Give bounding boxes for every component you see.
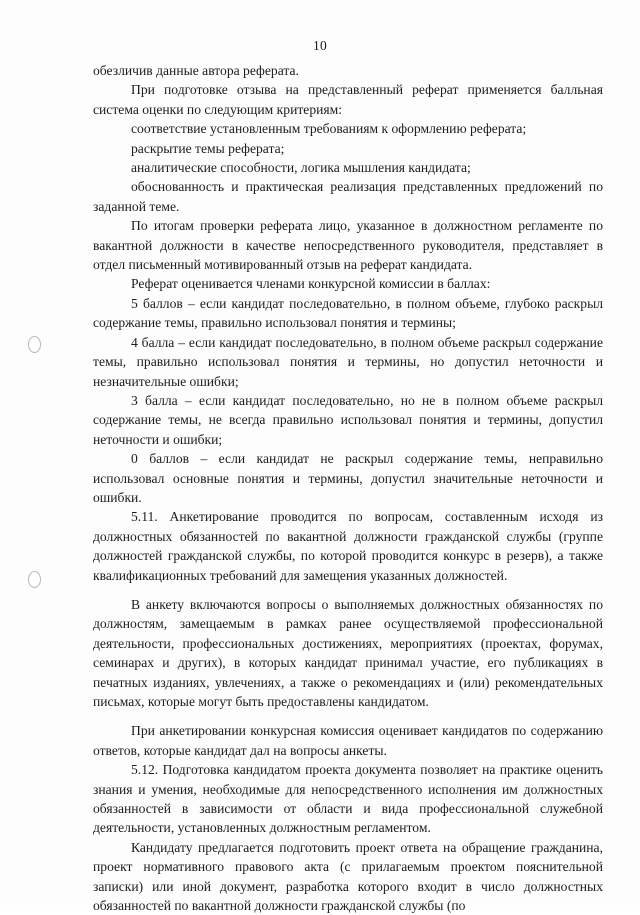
score-item-3: 3 балла – если кандидат последовательно, но не в полном объеме раскрыл содержание темы, не всегда правильно использовал понятия и термины, допустил неточности и ошибки;	[93, 392, 603, 447]
score-item-5: 5 баллов – если кандидат последовательно, в полном объеме, глубоко раскрыл содержание темы, правильно использовал понятия и термины;	[93, 295, 603, 331]
criterion-item: обоснованность и практическая реализация представленных предложений по заданной теме.	[93, 179, 603, 214]
paragraph-continuation: обезличив данные автора реферата.	[93, 63, 299, 78]
page-number: 10	[312, 38, 328, 53]
section-5-12: 5.12. Подготовка кандидатом проекта документа позволяет на практике оценить знания и умения, необходимые для непосредственного исполнения им должностных обязанностей в зависимости от области и вида профессиональной служебной деятельности, установленных должностным регламентом.	[93, 762, 603, 836]
criterion-item: аналитические способности, логика мышления кандидата;	[131, 160, 471, 176]
punch-hole-mark	[28, 571, 41, 588]
punch-hole-mark	[28, 336, 41, 353]
paragraph-scoring-intro: Реферат оценивается членами конкурсной комиссии в баллах:	[131, 276, 491, 292]
criterion-item: соответствие установленным требованиям к оформлению реферата;	[131, 121, 527, 137]
document-body	[93, 61, 603, 915]
score-item-4: 4 балла – если кандидат последовательно, в полном объеме раскрыл содержание темы, правильно использовал понятия и термины, но допустил неточности и незначительные ошибки;	[93, 334, 603, 389]
paragraph-review-scoring: При подготовке отзыва на представленный реферат применяется балльная система оценки по следующим критериям:	[93, 82, 603, 117]
paragraph-review-result: По итогам проверки реферата лицо, указанное в должностном регламенте по вакантной должности в качестве непосредственного руководителя, представляет в отдел письменный мотивированный отзыв на реферат кандидата.	[93, 218, 603, 273]
criterion-item: раскрытие темы реферата;	[131, 140, 285, 156]
paragraph-questionnaire-content: В анкету включаются вопросы о выполняемых должностных обязанностях по должностям, замещаемым в рамках ранее осуществляемой профессиональной деятельности, профессиональных достижениях, мероприятиях (проектах, форумах, семинарах и других), в которых кандидат принимал участие, его публикациях в печатных изданиях, увлечениях, а также о рекомендациях и (или) рекомендательных письмах, которые могут быть предоставлены кандидатом.	[93, 596, 603, 709]
paragraph-questionnaire-evaluation: При анкетировании конкурсная комиссия оценивает кандидатов по содержанию ответов, которые кандидат дал на вопросы анкеты.	[93, 723, 603, 758]
score-item-0: 0 баллов – если кандидат не раскрыл содержание темы, неправильно использовал основные понятия и термины, допустил значительные неточности и ошибки.	[93, 451, 603, 505]
paragraph-document-task: Кандидату предлагается подготовить проект ответа на обращение гражданина, проект нормативного правового акта (с прилагаемым проектом пояснительной записки) или иной документ, разработка которого входит в число должностных обязанностей по вакантной должности гражданской службы (по	[93, 839, 603, 914]
section-5-11: 5.11. Анкетирование проводится по вопросам, составленным исходя из должностных обязанностей по вакантной должности гражданской службы (группе должностей гражданской службы, по которой проводится конкурс в резерв), а также квалификационных требований для замещения указанных должностей.	[93, 509, 603, 583]
